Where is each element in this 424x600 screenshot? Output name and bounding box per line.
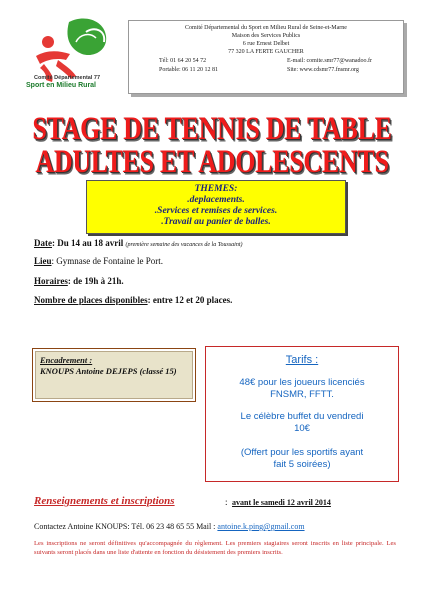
date-value: : Du 14 au 18 avril [52,238,124,248]
tarifs-title: Tarifs : [285,354,319,366]
org-city: 77 320 LA FERTE GAUCHER [228,49,304,55]
date-label: Date [34,238,52,248]
logo-caption-sport: Sport en Milieu Rural [26,82,97,89]
tarif-line: FNSMR, FFTT. [270,389,334,400]
header-contact-box [128,20,404,94]
theme-item: .Travail au panier de balles. [161,217,271,227]
horaires-line [34,276,124,286]
encadrement-inner [35,351,193,399]
org-site[interactable]: Site: www.cdsmr77.fnsmr.org [287,67,359,73]
main-title: STAGE DE TENNIS DE TABLE [32,110,392,147]
encadrement-text: KNOUPS Antoine DEJEPS (classé 15) [40,366,177,376]
org-tel: Tél: 01 64 20 54 72 [159,58,207,64]
renseignements-title: Renseignements et inscriptions [34,495,175,507]
org-portable: Portable: 06 11 20 12 81 [159,67,218,73]
tarif-line: fait 5 soirées) [273,459,331,470]
tarif-line: 10€ [294,423,310,434]
sub-title: ADULTES ET ADOLESCENTS [35,143,389,180]
horaires-value: : de 19h à 21h. [67,276,124,286]
date-note: (première semaine des vacances de la Toussaint) [125,242,243,248]
theme-item: .Services et remises de services. [154,206,278,216]
org-name: Comité Départemental du Sport en Milieu Rural de Seine-et-Marne [185,25,347,31]
contact-text: Contactez Antoine KNOUPS: Tél. 06 23 48 65 55 Mail : [34,522,216,531]
places-value: : entre 12 et 20 places. [147,295,233,305]
lieu-line [34,256,163,266]
logo-caption-committee: Comité Départemental 77 [34,75,101,81]
encadrement-title: Encadrement : [40,355,93,365]
renseignements-date: avant le samedi 12 avril 2014 [232,498,331,507]
tarifs-box [205,346,399,482]
contact-line [34,522,305,531]
horaires-label: Horaires [34,276,68,286]
inscription-notice: Les inscriptions ne seront définitives qu'accompagnée du règlement. Les premiers stagiaires seront inscrits en liste principale. Les suivants seront placés dans une liste d'attente en fonction du désistement des premiers inscrits. [34,540,396,556]
contact-mail-link[interactable]: antoine.k.ping@gmail.com [217,522,305,531]
tarif-line: (Offert pour les sportifs ayant [240,447,364,458]
places-label: Nombre de places disponibles [34,295,148,305]
renseignements-separator: : [225,497,228,507]
org-street: 6 rue Ernest Delbet [242,41,290,47]
tarif-line: 48€ pour les joueurs licenciés [239,377,365,388]
org-house: Maison des Services Publics [231,33,301,39]
org-email[interactable]: E-mail: comite.smr77@wanadoo.fr [287,58,373,64]
lieu-label: Lieu [34,256,52,266]
places-line [34,295,232,305]
themes-box [86,180,346,234]
themes-heading: THEMES: [194,184,238,194]
date-line [34,238,243,248]
encadrement-box [32,348,196,402]
lieu-value: : Gymnase de Fontaine le Port. [51,256,163,266]
tarif-line: Le célèbre buffet du vendredi [240,411,364,422]
theme-item: .deplacements. [187,195,245,205]
